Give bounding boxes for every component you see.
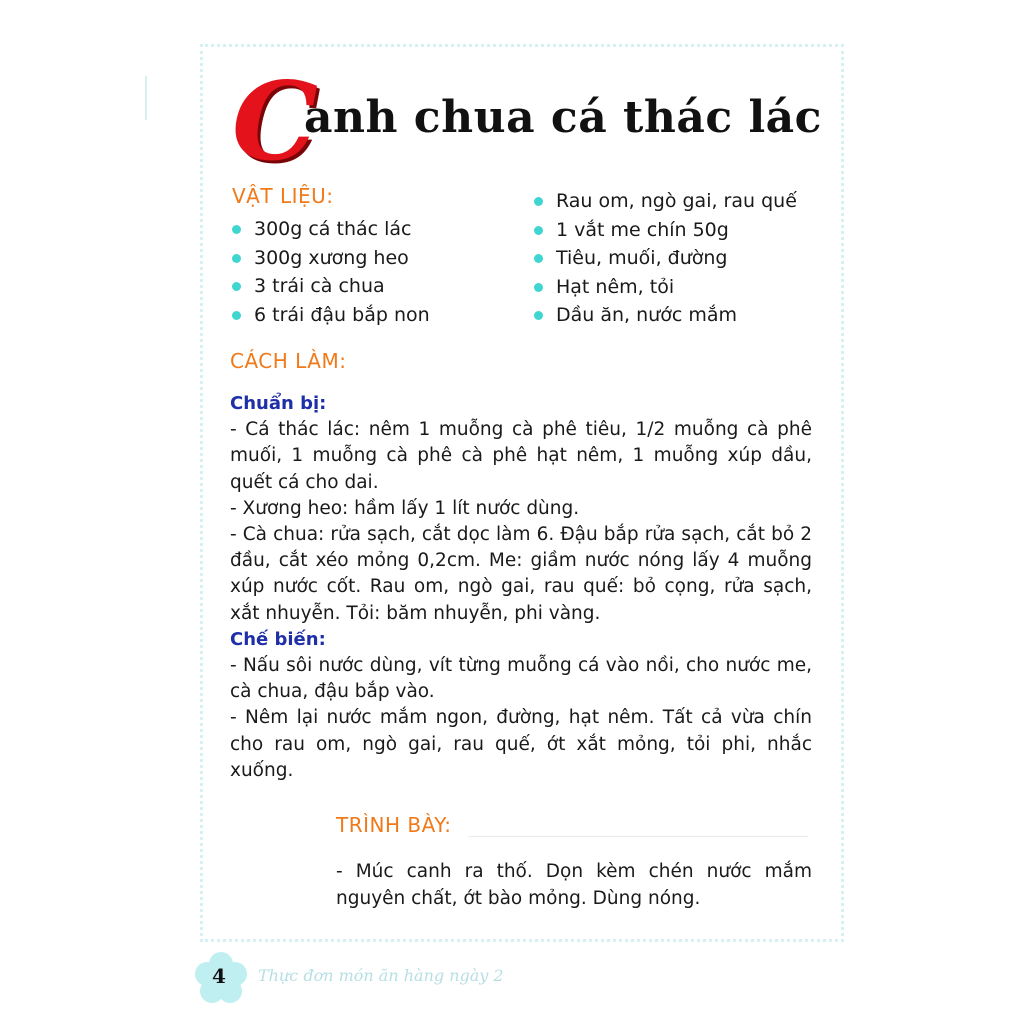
bullet-icon <box>534 311 543 320</box>
bullet-icon <box>232 225 241 234</box>
divider <box>468 836 808 837</box>
prep-step: - Xương heo: hầm lấy 1 lít nước dùng. <box>230 497 580 519</box>
ingredient-item: 1 vắt me chín 50g <box>532 216 797 245</box>
ingredient-item: Dầu ăn, nước mắm <box>532 301 797 330</box>
method-heading: CÁCH LÀM: <box>230 349 347 373</box>
margin-mark <box>145 76 147 120</box>
method-body <box>230 391 812 784</box>
title-initial-letter: C <box>232 59 318 185</box>
cook-step: - Nấu sôi nước dùng, vít từng muỗng cá vào nồi, cho nước me, cà chua, đậu bắp vào. <box>230 655 812 703</box>
title-text: anh chua cá thác lác <box>304 92 822 143</box>
ingredient-item: Rau om, ngò gai, rau quế <box>532 187 797 216</box>
bullet-icon <box>232 282 241 291</box>
bullet-icon <box>534 283 543 292</box>
ingredient-item: Tiêu, muối, đường <box>532 244 797 273</box>
bullet-icon <box>534 197 543 206</box>
cook-step: - Nêm lại nước mắm ngon, đường, hạt nêm. Tất cả vừa chín cho rau om, ngò gai, rau quế, ớt xắt mỏng, tỏi phi, nhắc xuống. <box>230 707 812 781</box>
prep-step: - Cá thác lác: nêm 1 muỗng cà phê tiêu, 1/2 muỗng cà phê muối, 1 muỗng cà phê cà phê hạt nêm, 1 muỗng xúp dầu, quết cá cho dai. <box>230 419 812 493</box>
bullet-icon <box>232 311 241 320</box>
ingredient-item: 6 trái đậu bắp non <box>230 301 430 330</box>
cook-heading: Chế biến: <box>230 628 326 650</box>
presentation-text: - Múc canh ra thố. Dọn kèm chén nước mắm nguyên chất, ớt bào mỏng. Dùng nóng. <box>336 861 812 909</box>
prep-heading: Chuẩn bị: <box>230 393 327 414</box>
book-title: Thực đơn món ăn hàng ngày 2 <box>258 966 504 985</box>
ingredient-item: 3 trái cà chua <box>230 272 430 301</box>
ingredient-item: 300g cá thác lác <box>230 215 430 244</box>
ingredients-list-right <box>532 187 797 330</box>
ingredient-item: Hạt nêm, tỏi <box>532 273 797 302</box>
presentation-heading: TRÌNH BÀY: <box>336 813 452 837</box>
prep-step: - Cà chua: rửa sạch, cắt dọc làm 6. Đậu bắp rửa sạch, cắt bỏ 2 đầu, cắt xéo mỏng 0,2cm. Me: giầm nước nóng lấy 4 muỗng xúp nước cốt. Rau om, ngò gai, rau quế: bỏ cọng, rửa sạch, xắt nhuyễn. Tỏi: băm nhuyễn, phi vàng. <box>230 524 812 624</box>
page-number: 4 <box>212 964 226 988</box>
bullet-icon <box>534 254 543 263</box>
ingredients-heading: VẬT LIỆU: <box>232 184 334 208</box>
ingredient-item: 300g xương heo <box>230 244 430 273</box>
ingredients-list-left <box>230 215 430 329</box>
bullet-icon <box>534 226 543 235</box>
bullet-icon <box>232 254 241 263</box>
